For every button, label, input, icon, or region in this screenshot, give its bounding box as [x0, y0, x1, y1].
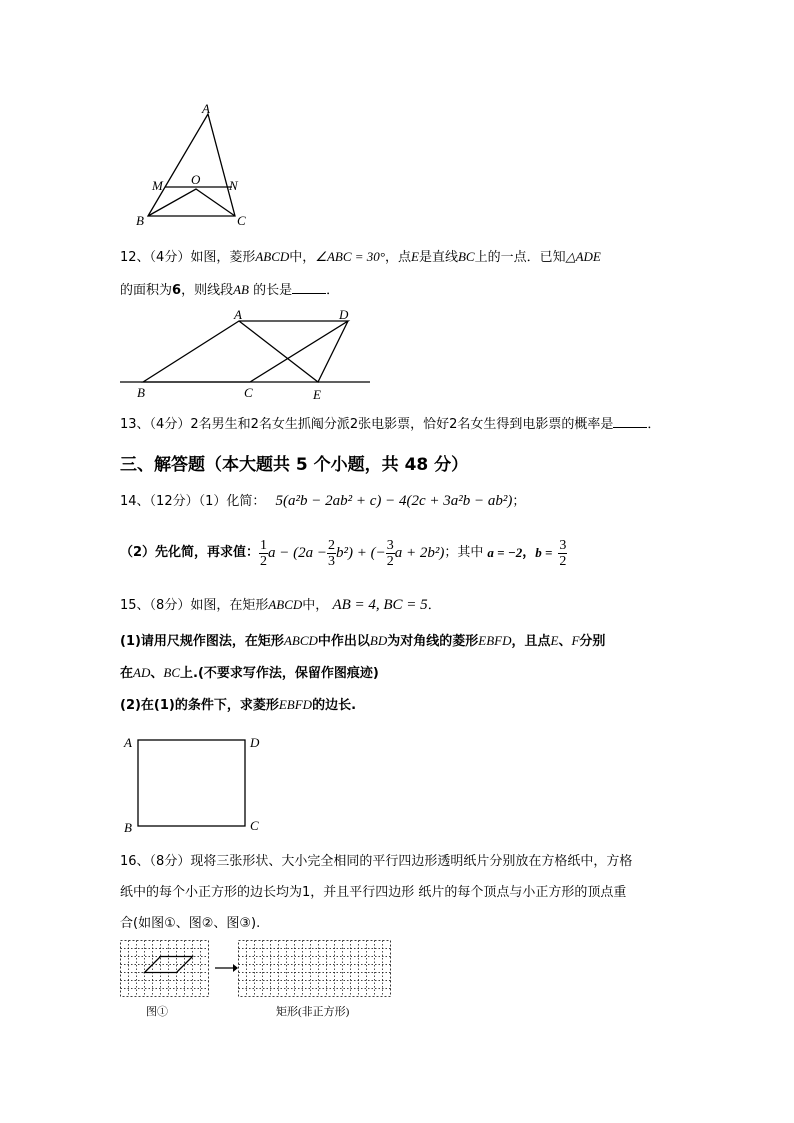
label-C: C	[237, 213, 246, 228]
question-13: 13、（4分）2名男生和2名女生抓阄分派2张电影票，恰好2名女生得到电影票的概率是 ．	[120, 417, 661, 432]
label-E: E	[313, 387, 321, 402]
label-A: A	[234, 307, 242, 322]
fraction: $\frac{3}{2}$	[559, 537, 567, 569]
question-14-part1: 14、（12分）（1）化简： 5(a²b − 2ab² + c) − 4(2c + 3a²b − ab²)；	[120, 493, 526, 509]
question-12-line1: 12、（4分）如图，菱形ABCD中，∠ABC = 30°，点E是直线BC上的一点．已知△ADE	[120, 249, 601, 265]
arrow-icon	[214, 962, 238, 974]
grid-figure-2	[238, 940, 390, 1002]
question-12-line2: 的面积为6，则线段AB 的长是 ．	[120, 282, 340, 298]
label-A: A	[202, 101, 210, 116]
label-B: B	[124, 820, 132, 835]
label-N: N	[229, 178, 238, 193]
answer-blank	[292, 281, 326, 294]
grid-figure-1	[120, 940, 210, 1002]
triangle-figure-11	[130, 100, 260, 230]
question-15-part1-line1: (1)请用尺规作图法，在矩形ABCD中作出以BD为对角线的菱形EBFD，且点E、F分别	[120, 633, 606, 649]
fraction: $\frac{2}{3}$	[328, 537, 336, 569]
label-B: B	[136, 213, 144, 228]
figure-caption-1: 图①	[146, 1006, 168, 1018]
question-15-part2: (2)在(1)的条件下，求菱形EBFD的边长.	[120, 697, 357, 713]
label-B: B	[137, 385, 145, 400]
rectangle-figure-15	[138, 740, 248, 828]
question-16-line2: 纸中的每个小正方形的边长均为1，并且平行四边形 纸片的每个顶点与小正方形的顶点重	[120, 885, 627, 900]
question-15-head: 15、（8分）如图，在矩形ABCD中， AB = 4, BC = 5．	[120, 597, 441, 613]
fraction: $\frac{3}{2}$	[386, 537, 394, 569]
label-C: C	[250, 818, 259, 833]
label-C: C	[244, 385, 253, 400]
question-16-line3: 合(如图①、图②、图③).	[120, 916, 261, 931]
fraction: $\frac{1}{2}$	[260, 537, 268, 569]
label-M: M	[152, 178, 163, 193]
section-title: 三、解答题（本大题共 5 个小题，共 48 分）	[120, 455, 469, 475]
question-14-part2: （2）先化简，再求值： $\frac{1}{2}$ a − (2a − $\frac{2}{3}$ b²) + (− $\frac{3}{2}$ a + 2b²) ；其中 a = −2 ， b = $\frac{3}{2}$	[120, 537, 567, 569]
grid-border	[121, 941, 209, 997]
answer-blank	[613, 415, 647, 428]
figure-caption-2: 矩形(非正方形)	[276, 1006, 350, 1018]
label-D: D	[339, 307, 349, 322]
question-16-line1: 16、（8分）现将三张形状、大小完全相同的平行四边形透明纸片分别放在方格纸中，方格	[120, 854, 633, 869]
question-15-part1-line2: 在AD、BC上.(不要求写作法，保留作图痕迹)	[120, 665, 379, 681]
label-D: D	[250, 735, 260, 750]
label-O: O	[191, 172, 201, 187]
label-A: A	[124, 735, 132, 750]
grid-border	[239, 941, 391, 997]
